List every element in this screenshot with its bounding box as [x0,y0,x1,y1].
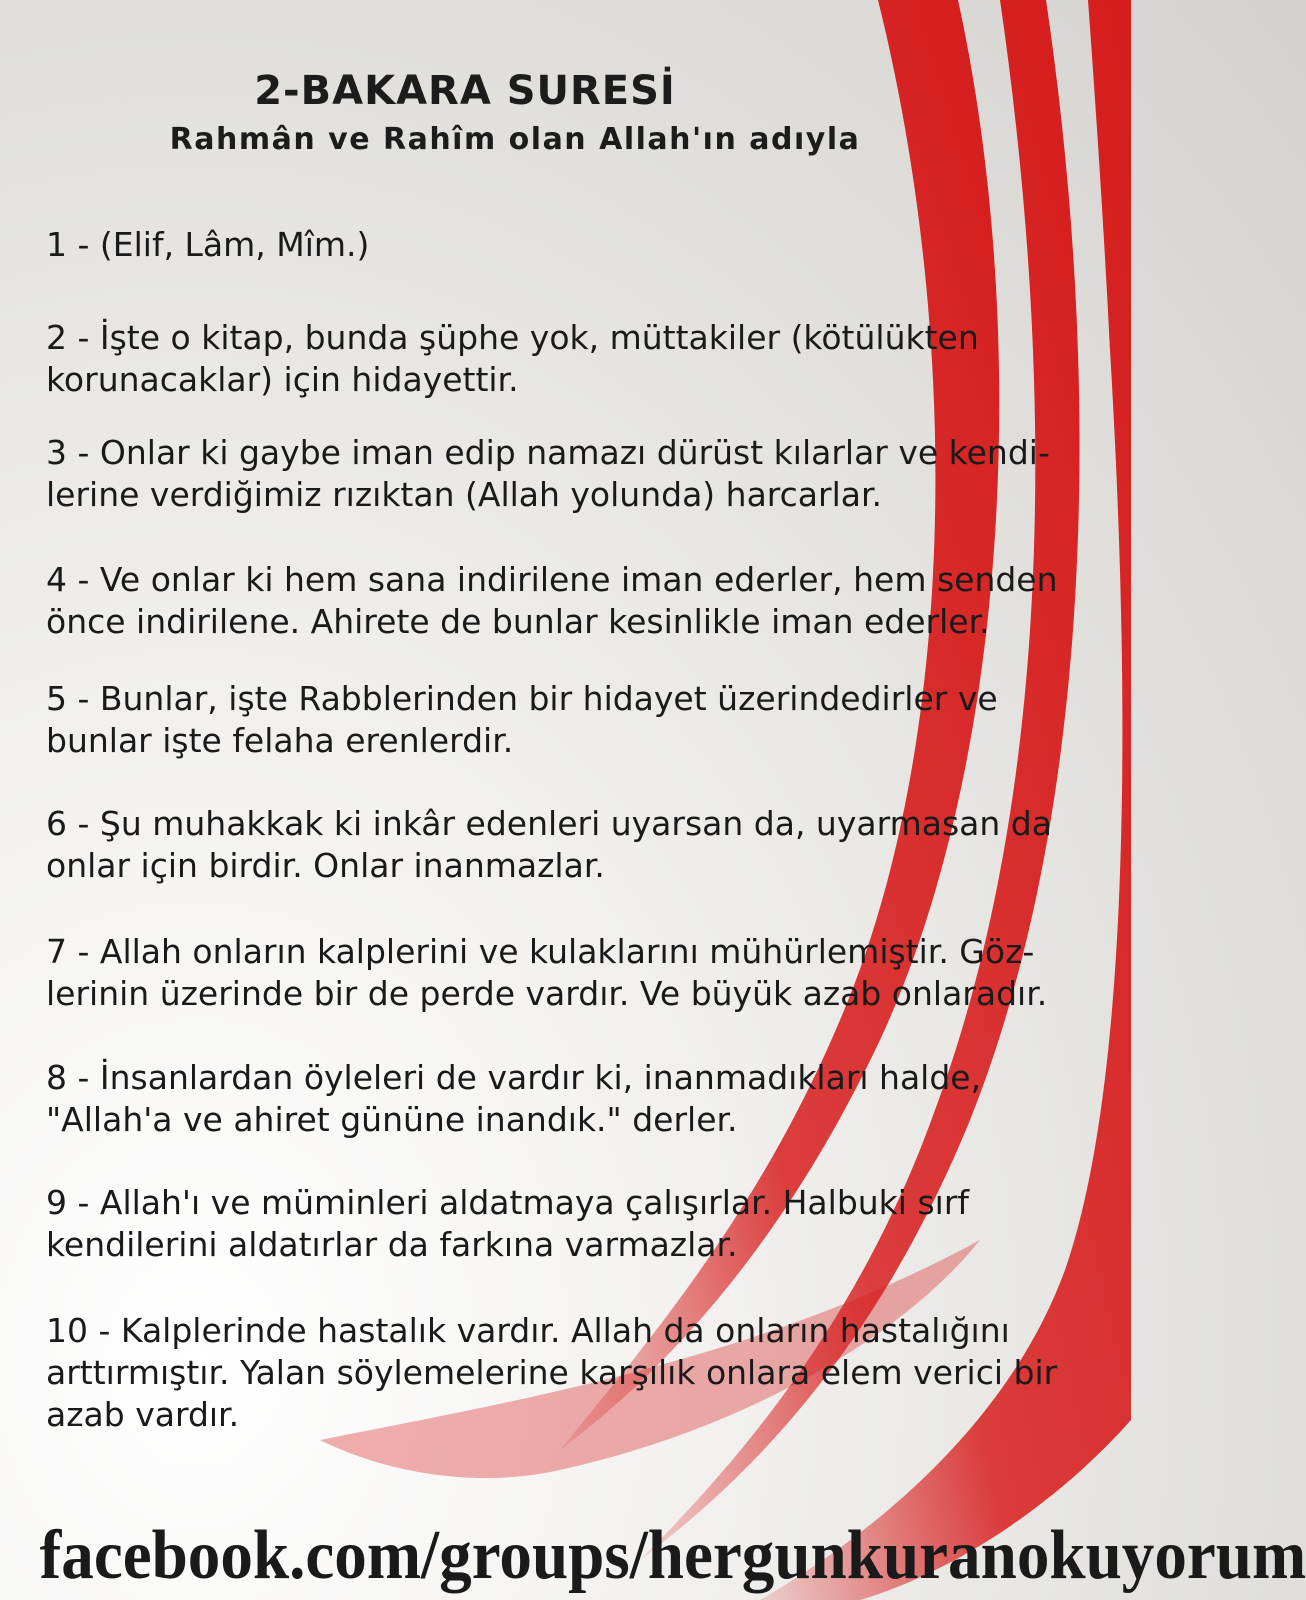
verse-3: 3 - Onlar ki gaybe iman edip namazı dürüst kılarlar ve kendi-lerine verdiğimiz rızıktan (Allah yolunda) harcarlar. [46,433,1050,514]
verse-4: 4 - Ve onlar ki hem sana indirilene iman ederler, hem senden önce indirilene. Ahirete de bunlar kesinlikle iman ederler. [46,560,1058,641]
verse-2: 2 - İşte o kitap, bunda şüphe yok, müttakiler (kötülükten korunacaklar) için hidayettir. [46,318,979,399]
verse-7: 7 - Allah onların kalplerini ve kulaklarını mühürlemiştir. Göz-lerinin üzerinde bir de perde vardır. Ve büyük azab onlaradır. [46,932,1048,1013]
verse-1: 1 - (Elif, Lâm, Mîm.) [46,225,370,264]
verse-10: 10 - Kalplerinde hastalık vardır. Allah da onların hastalığını arttırmıştır. Yalan söylemelerine karşılık onlara elem verici bir azab vardır. [46,1311,1058,1434]
facebook-group-link[interactable]: facebook.com/groups/hergunkuranokuyorum [39,1517,1306,1594]
page-title: 2-BAKARA SURESİ [254,68,676,114]
verse-6: 6 - Şu muhakkak ki inkâr edenleri uyarsan da, uyarmasan da onlar için birdir. Onlar inanmazlar. [46,804,1052,885]
basmala-subtitle: Rahmân ve Rahîm olan Allah'ın adıyla [169,122,861,157]
verse-8: 8 - İnsanlardan öyleleri de vardır ki, inanmadıkları halde, "Allah'a ve ahiret gününe inandık." derler. [46,1058,982,1139]
verse-5: 5 - Bunlar, işte Rabblerinden bir hidayet üzerindedirler ve bunlar işte felaha erenlerdir. [46,679,998,760]
verse-9: 9 - Allah'ı ve müminleri aldatmaya çalışırlar. Halbuki sırf kendilerini aldatırlar da farkına varmazlar. [46,1183,970,1264]
